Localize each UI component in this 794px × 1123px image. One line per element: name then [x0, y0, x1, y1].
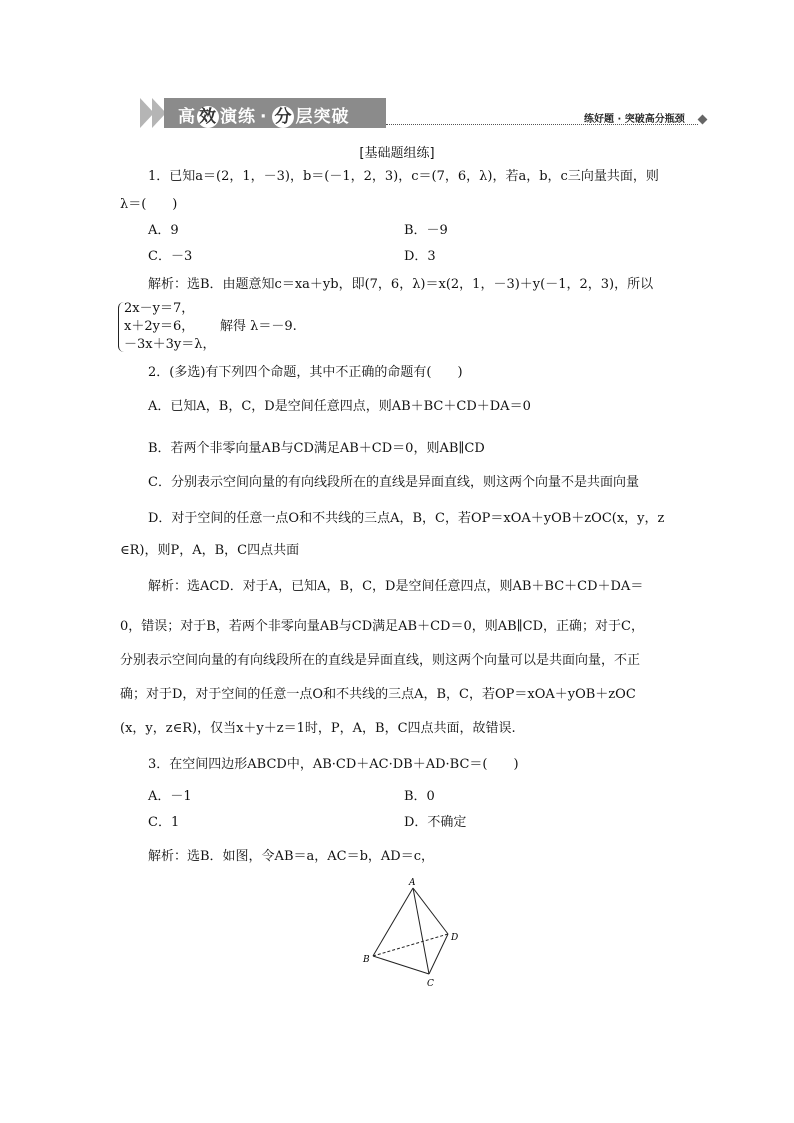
q2-solution-line2: 0，错误；对于B，若两个非零向量AB与CD满足AB＋CD＝0，则AB∥CD，正确；对于C，: [120, 619, 644, 634]
vertex-label-b: B: [363, 955, 370, 965]
q1-system-eq2: x＋2y＝6，: [124, 319, 195, 334]
banner-title: [178, 102, 349, 128]
q1-stem-line1: 1．已知a＝(2，1，－3)，b＝(－1，2，3)，c＝(7，6，λ)，若a，b，c三向量共面，则: [148, 169, 659, 184]
edge-ad: [413, 888, 448, 934]
q2-option-c: C．分别表示空间向量的有向线段所在的直线是异面直线，则这两个向量不是共面向量: [148, 475, 639, 490]
q3-option-d: D．不确定: [404, 815, 467, 830]
q3-solution: 解析：选B．如图，令AB＝a，AC＝b，AD＝c，: [148, 849, 434, 864]
q1-solution-tail: 解得 λ＝－9.: [220, 319, 297, 334]
banner-title-emph-1: 效: [199, 107, 217, 127]
edge-cd: [429, 934, 448, 974]
q1-system-eq1: 2x－y＝7，: [124, 301, 195, 316]
q2-solution-line5: (x，y，z∈R)，仅当x＋y＋z＝1时，P，A，B，C四点共面，故错误.: [120, 721, 516, 736]
banner-title-mid: 演练: [220, 107, 256, 127]
edge-ac: [413, 888, 429, 974]
q2-option-d-line1: D．对于空间的任意一点O和不共线的三点A，B，C，若OP＝xOA＋yOB＋zOC(x，y，z: [148, 511, 665, 526]
q2-option-b: B．若两个非零向量AB与CD满足AB＋CD＝0，则AB∥CD: [148, 441, 485, 456]
edge-bc: [373, 956, 429, 974]
q2-solution-line1: 解析：选ACD．对于A，已知A，B，C，D是空间任意四点，则AB＋BC＋CD＋DA＝: [148, 579, 644, 594]
q3-option-b: B．0: [404, 789, 435, 804]
vertex-label-d: D: [451, 933, 459, 943]
section-title: [基础题组练]: [359, 146, 435, 161]
vertex-label-c: C: [427, 979, 434, 989]
q1-system-eq3: －3x＋3y＝λ，: [124, 337, 216, 352]
q3-option-c: C．1: [148, 815, 180, 830]
q2-option-a: A．已知A，B，C，D是空间任意四点，则AB＋BC＋CD＋DA＝0: [148, 399, 531, 414]
banner-slogan: 练好题 · 突破高分瓶颈: [584, 114, 685, 125]
q1-stem-line2: λ＝( ): [120, 197, 178, 212]
tetrahedron-figure: [356, 876, 468, 992]
banner-title-dot: ·: [260, 107, 268, 127]
banner-title-post: 层突破: [295, 107, 350, 127]
q1-option-b: B．－9: [404, 223, 448, 238]
q2-solution-line4: 确；对于D，对于空间的任意一点O和不共线的三点A，B，C，若OP＝xOA＋yOB＋zOC: [120, 687, 636, 702]
q3-stem: 3．在空间四边形ABCD中，AB·CD＋AC·DB＋AD·BC＝( ): [148, 757, 519, 772]
q1-option-c: C．－3: [148, 249, 193, 264]
q1-option-a: A．9: [148, 223, 179, 238]
q3-option-a: A．－1: [148, 789, 192, 804]
banner-diamond-icon: [698, 115, 708, 125]
q1-option-d: D．3: [404, 249, 436, 264]
q2-stem: 2．(多选)有下列四个命题，其中不正确的命题有( ): [148, 365, 463, 380]
q1-solution-line1: 解析：选B．由题意知c＝xa＋yb，即(7，6，λ)＝x(2，1，－3)＋y(－1，2，3)，所以: [148, 277, 654, 292]
vertex-label-a: A: [409, 878, 416, 888]
q2-option-d-line2: ∈R)，则P，A，B，C四点共面: [120, 543, 300, 558]
banner-title-pre: 高: [178, 107, 196, 127]
banner-title-emph-2: 分: [274, 107, 293, 127]
q2-solution-line3: 分别表示空间向量的有向线段所在的直线是异面直线，则这两个向量可以是共面向量，不正: [120, 653, 641, 668]
